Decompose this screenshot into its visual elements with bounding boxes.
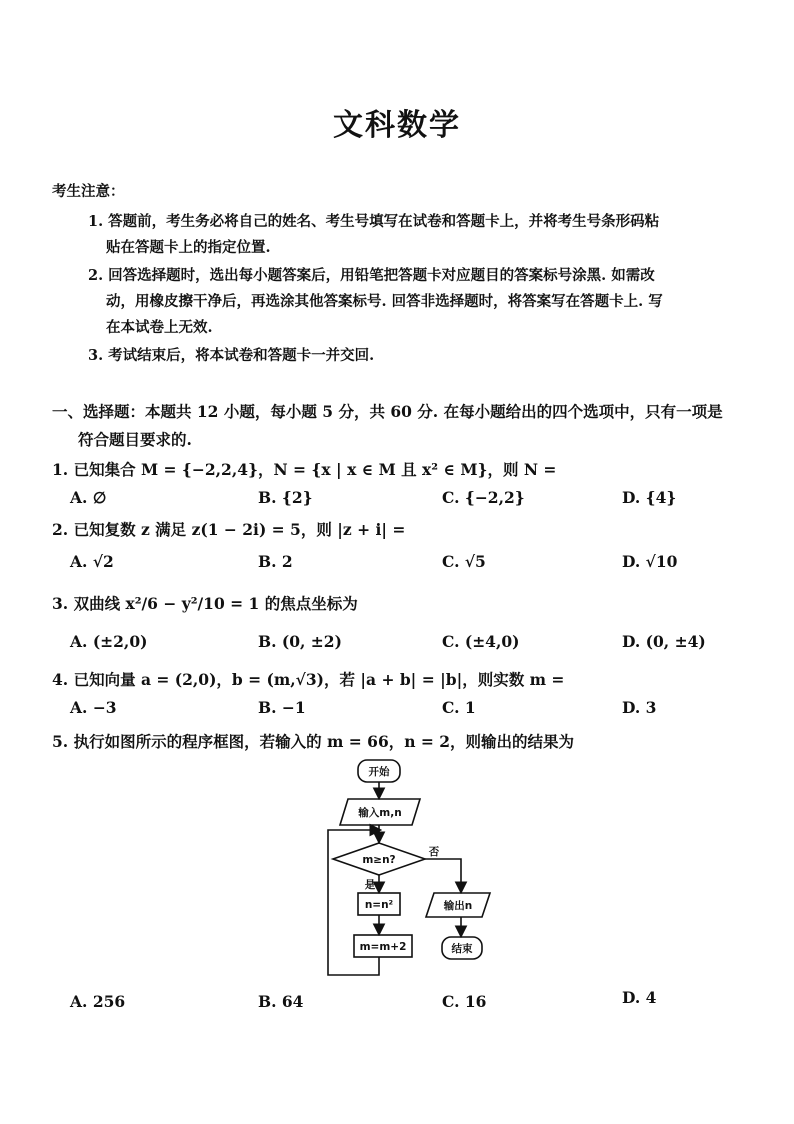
flowchart-no-label: 否 xyxy=(428,846,440,858)
q1-option-a: A. ∅ xyxy=(70,488,107,507)
q2-option-c: C. √5 xyxy=(442,552,486,571)
q3-option-c: C. (±4,0) xyxy=(442,632,520,651)
flowchart-step1-label: n=n² xyxy=(364,899,394,911)
q1-option-d: D. {4} xyxy=(622,488,677,507)
q5-option-d: D. 4 xyxy=(622,988,657,1007)
notice-line-2: 2. 回答选择题时，选出每小题答案后，用铅笔把答题卡对应题目的答案标号涂黑. 如需改 xyxy=(88,267,655,284)
q3-stem: 3. 双曲线 x²/6 − y²/10 = 1 的焦点坐标为 xyxy=(52,594,358,613)
section-heading: 一、选择题：本题共 12 小题，每小题 5 分，共 60 分. 在每小题给出的四个选项中，只有一项是 xyxy=(52,402,723,421)
q2-option-d: D. √10 xyxy=(622,552,678,571)
q1-stem: 1. 已知集合 M = {−2,2,4}，N = {x | x ∈ M 且 x² ∈ M}，则 N = xyxy=(52,460,557,479)
flowchart-start-label: 开始 xyxy=(368,766,390,778)
q5-option-c: C. 16 xyxy=(442,992,487,1011)
notice-line-1: 1. 答题前，考生务必将自己的姓名、考生号填写在试卷和答题卡上，并将考生号条形码粘 xyxy=(88,213,660,230)
q1-option-c: C. {−2,2} xyxy=(442,488,525,507)
q4-option-b: B. −1 xyxy=(258,698,306,717)
flowchart-end-label: 结束 xyxy=(451,943,473,955)
notice-line-2c: 在本试卷上无效. xyxy=(106,319,213,336)
q4-option-a: A. −3 xyxy=(70,698,117,717)
q5-option-b: B. 64 xyxy=(258,992,304,1011)
notice-heading: 考生注意： xyxy=(52,183,125,200)
q3-option-b: B. (0, ±2) xyxy=(258,632,342,651)
q2-option-a: A. √2 xyxy=(70,552,114,571)
q2-option-b: B. 2 xyxy=(258,552,293,571)
page-title: 文科数学 xyxy=(333,108,461,143)
q4-option-c: C. 1 xyxy=(442,698,476,717)
flowchart-no-arrow xyxy=(425,859,461,891)
flowchart-input-label: 输入m,n xyxy=(358,807,402,819)
notice-line-1b: 贴在答题卡上的指定位置. xyxy=(106,239,271,256)
flowchart-step2-label: m=m+2 xyxy=(359,941,407,953)
flowchart-output-label: 输出n xyxy=(443,900,473,912)
notice-line-3: 3. 考试结束后，将本试卷和答题卡一并交回. xyxy=(88,347,375,364)
flowchart xyxy=(320,755,500,980)
section-heading-2: 符合题目要求的. xyxy=(78,430,192,449)
q5-stem: 5. 执行如图所示的程序框图，若输入的 m = 66，n = 2，则输出的结果为 xyxy=(52,732,575,751)
q5-option-a: A. 256 xyxy=(70,992,126,1011)
q4-option-d: D. 3 xyxy=(622,698,657,717)
q3-option-d: D. (0, ±4) xyxy=(622,632,706,651)
q1-option-b: B. {2} xyxy=(258,488,313,507)
flowchart-yes-label: 是 xyxy=(364,879,376,891)
q3-option-a: A. (±2,0) xyxy=(70,632,148,651)
flowchart-condition-label: m≥n? xyxy=(362,854,396,866)
q2-stem: 2. 已知复数 z 满足 z(1 − 2i) = 5，则 |z + i| = xyxy=(52,520,406,539)
q4-stem: 4. 已知向量 a = (2,0)，b = (m,√3)，若 |a + b| = |b|，则实数 m = xyxy=(52,670,565,689)
notice-line-2b: 动，用橡皮擦干净后，再选涂其他答案标号. 回答非选择题时，将答案写在答题卡上. 写 xyxy=(106,293,663,310)
